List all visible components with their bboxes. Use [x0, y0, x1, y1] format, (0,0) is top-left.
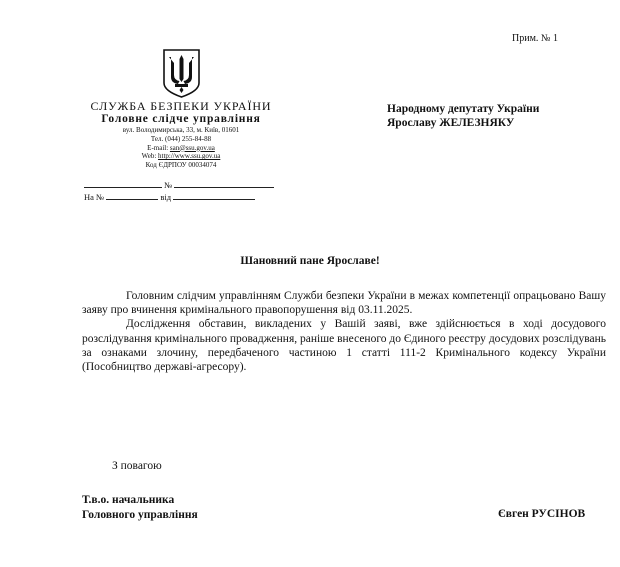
trident-emblem-icon: [161, 47, 202, 99]
sender-phone: Тел. (044) 255-84-88: [150, 134, 212, 143]
outgoing-date-field: [84, 180, 162, 188]
letter-body: [82, 289, 606, 374]
position-line2: Головного управління: [82, 509, 198, 521]
addressee-line2: Ярославу ЖЕЛЕЗНЯКУ: [387, 117, 515, 129]
greeting: Шановний пане Ярославе!: [240, 255, 380, 267]
department-name: Головне слідче управління: [101, 113, 261, 125]
reply-to-label: На №: [84, 192, 105, 202]
addressee-line1: Народному депутату України: [387, 103, 540, 115]
position-line1: Т.в.о. начальника: [82, 494, 175, 506]
body-paragraph-1: Головним слідчим управлінням Служби безпеки України в межах компетенції опрацьовано Вашу заяву про вчинення кримінального правопорушення від 03.11.2025.: [82, 290, 606, 317]
closing-phrase: З повагою: [112, 460, 162, 472]
outgoing-number-field: [174, 180, 274, 188]
sender-web[interactable]: http://www.ssu.gov.ua: [158, 152, 221, 161]
addressee-block: [387, 102, 539, 130]
org-name: СЛУЖБА БЕЗПЕКИ УКРАЇНИ: [90, 99, 272, 113]
sender-address: вул. Володимирська, 33, м. Київ, 01601: [122, 126, 240, 134]
body-paragraph-2: Дослідження обставин, викладених у Вашій заяві, вже здійснюється в ході досудового розслідування кримінального провадження, раніше внесеного до Єдиного реєстру досудових розслідувань за ознаками злочину, передбаченого частиною 1 статті 111-2 Кримінального кодексу України (Пособництво державі-агресору).: [82, 318, 606, 374]
sender-web-line: [70, 152, 292, 161]
sender-code: Код ЄДРПОУ 00034074: [145, 161, 217, 170]
email-label: E-mail:: [147, 143, 169, 152]
web-label: Web:: [141, 152, 157, 161]
outgoing-number-line: [84, 180, 274, 190]
signatory-position: [82, 493, 198, 523]
sender-block: [70, 100, 292, 170]
copy-number: Прим. № 1: [512, 33, 558, 44]
reply-to-line: [84, 192, 255, 202]
sender-email[interactable]: san@ssu.gov.ua: [169, 143, 215, 152]
reply-to-number-field: [106, 192, 158, 200]
signatory-name: Євген РУСІНОВ: [498, 508, 586, 520]
reply-to-date-field: [173, 192, 255, 200]
sender-email-line: [70, 144, 292, 153]
date-label: від: [160, 192, 172, 202]
number-sign: №: [164, 180, 173, 190]
